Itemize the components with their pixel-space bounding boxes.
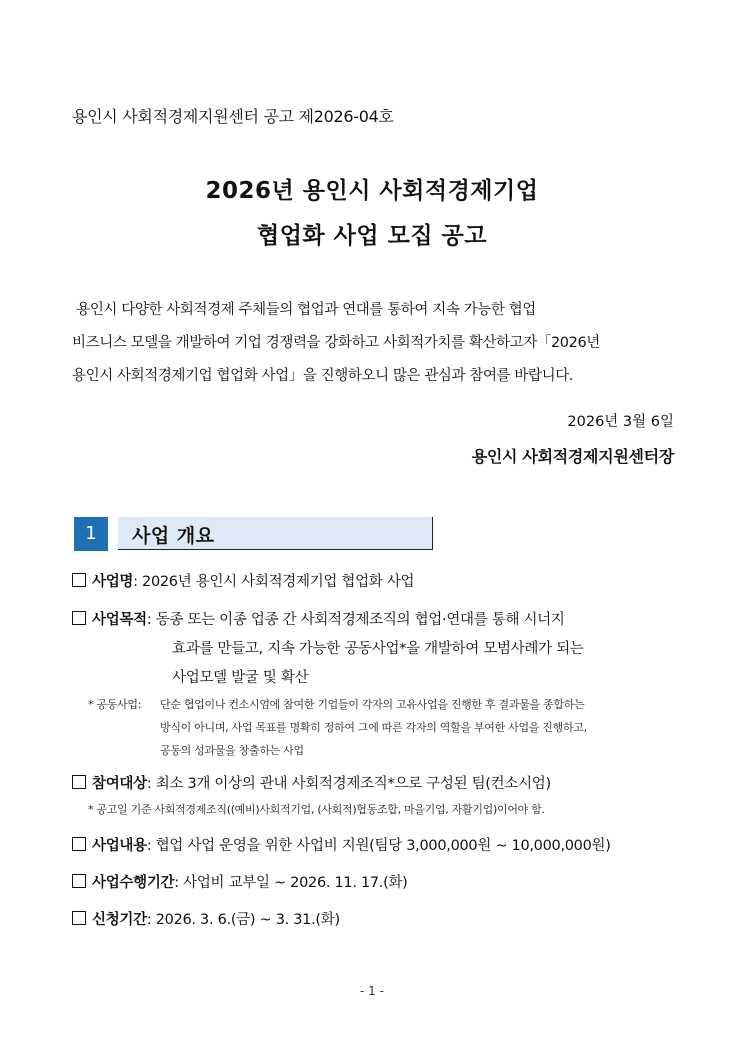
item-purpose bbox=[72, 608, 676, 629]
item-label: 사업수행기간 bbox=[92, 875, 175, 891]
footnote-line-2: 방식이 아니며, 사업 목표를 명확히 정하여 그에 따른 각자의 역할을 부여한 사업을 진행하고, bbox=[160, 721, 587, 734]
target-footnote: * 공고일 기준 사회적경제조직((예비)사회적기업, (사회적)협동조합, 마을기업, 자활기업)이어야 함. bbox=[88, 803, 545, 816]
item-application bbox=[72, 908, 340, 929]
item-value: : 동종 또는 이종 업종 간 사회적경제조직의 협업·연대를 통해 시너지 bbox=[146, 612, 565, 628]
item-label: 신청기간 bbox=[92, 912, 147, 928]
notice-number: 용인시 사회적경제지원센터 공고 제2026-04호 bbox=[72, 107, 394, 126]
checkbox-icon bbox=[72, 837, 86, 851]
checkbox-icon bbox=[72, 874, 86, 888]
item-value: : 협업 사업 운영을 위한 사업비 지원(팀당 3,000,000원 ~ 10,000,000원) bbox=[146, 838, 611, 854]
item-value: : 2026. 3. 6.(금) ~ 3. 31.(화) bbox=[146, 912, 340, 928]
purpose-line-3: 사업모델 발굴 및 확산 bbox=[172, 670, 309, 686]
section-number: 1 bbox=[74, 517, 108, 551]
section-header bbox=[74, 517, 434, 551]
item-value: : 2026년 용인시 사회적경제기업 협업화 사업 bbox=[133, 574, 415, 590]
item-label: 사업내용 bbox=[92, 838, 147, 854]
title-line-1: 2026년 용인시 사회적경제기업 bbox=[205, 178, 539, 204]
page-number: - 1 - bbox=[360, 984, 384, 998]
section-title-box bbox=[118, 517, 433, 550]
intro-paragraph bbox=[72, 294, 676, 393]
checkbox-icon bbox=[72, 611, 86, 625]
item-label: 참여대상 bbox=[92, 776, 147, 792]
item-period bbox=[72, 871, 408, 892]
title-line-2: 협업화 사업 모집 공고 bbox=[257, 223, 487, 249]
footnote-line-1: 단순 협업이나 컨소시엄에 참여한 기업들이 각자의 고유사업을 진행한 후 결과물을 종합하는 bbox=[160, 698, 585, 711]
item-value: : 최소 3개 이상의 관내 사회적경제조직*으로 구성된 팀(컨소시엄) bbox=[146, 776, 551, 792]
intro-line-3: 용인시 사회적경제기업 협업화 사업」을 진행하오니 많은 관심과 참여를 바랍니다. bbox=[72, 368, 574, 384]
checkbox-icon bbox=[72, 775, 86, 789]
checkbox-icon bbox=[72, 573, 86, 587]
item-label: 사업목적 bbox=[92, 612, 147, 628]
item-project-name bbox=[72, 570, 414, 591]
purpose-line-2: 효과를 만들고, 지속 가능한 공동사업*을 개발하여 모범사례가 되는 bbox=[172, 641, 584, 657]
intro-line-1: 용인시 다양한 사회적경제 주체들의 협업과 연대를 통하여 지속 가능한 협업 bbox=[76, 302, 536, 318]
checkbox-icon bbox=[72, 911, 86, 925]
item-label: 사업명 bbox=[92, 574, 134, 590]
item-value: : 사업비 교부일 ~ 2026. 11. 17.(화) bbox=[174, 875, 408, 891]
issuer-name: 용인시 사회적경제지원센터장 bbox=[471, 447, 674, 466]
item-target bbox=[72, 772, 551, 793]
intro-line-2: 비즈니스 모델을 개발하여 기업 경쟁력을 강화하고 사회적가치를 확산하고자「2026년 bbox=[72, 335, 600, 351]
footnote-line-3: 공동의 성과물을 창출하는 사업 bbox=[160, 744, 304, 757]
footnote-prefix: * 공동사업: bbox=[88, 698, 142, 711]
item-content bbox=[72, 834, 611, 855]
section-title: 사업 개요 bbox=[132, 525, 215, 547]
notice-date: 2026년 3월 6일 bbox=[567, 414, 674, 430]
